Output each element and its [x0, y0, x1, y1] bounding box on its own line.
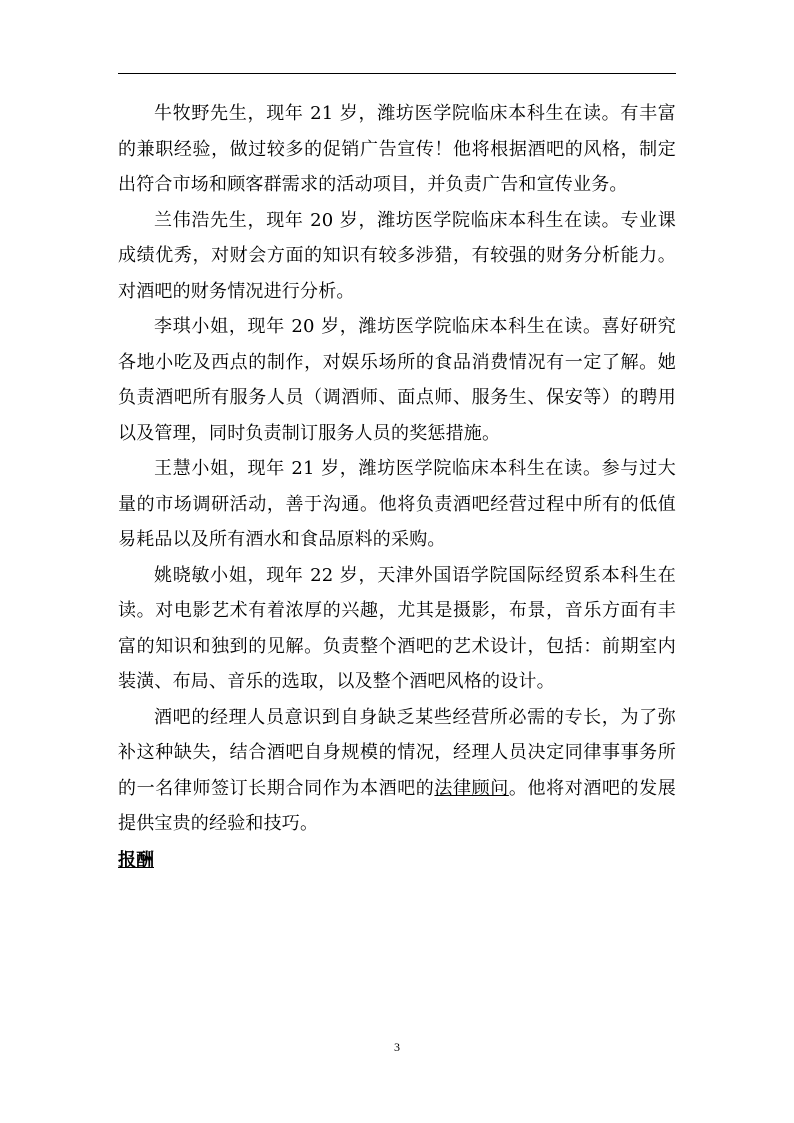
- paragraph-wang: 王慧小姐，现年 21 岁，潍坊医学院临床本科生在读。参与过大量的市场调研活动，善于沟通。他将负责酒吧经营过程中所有的低值易耗品以及所有酒水和食品原料的采购。: [118, 458, 676, 550]
- paragraph-legal-advisor: [118, 700, 676, 842]
- section-heading-remuneration: 报酬: [118, 849, 154, 871]
- legal-advisor-link[interactable]: 法律顾问: [434, 777, 509, 799]
- paragraph-li: 李琪小姐，现年 20 岁，潍坊医学院临床本科生在读。喜好研究各地小吃及西点的制作，对娱乐场所的食品消费情况有一定了解。她负责酒吧所有服务人员（调酒师、面点师、服务生、保安等）的聘用以及管理，同时负责制订服务人员的奖惩措施。: [118, 316, 676, 444]
- paragraph-niu: 牛牧野先生，现年 21 岁，潍坊医学院临床本科生在读。有丰富的兼职经验，做过较多的促销广告宣传！他将根据酒吧的风格，制定出符合市场和顾客群需求的活动项目，并负责广告和宣传业务。: [118, 103, 676, 195]
- legal-text-after: 。他将对酒吧的发展提供宝贵的经验和技巧。: [118, 777, 676, 834]
- page-number: 3: [394, 1040, 400, 1054]
- paragraph-lan: 兰伟浩先生，现年 20 岁，潍坊医学院临床本科生在读。专业课成绩优秀，对财会方面的知识有较多涉猎，有较强的财务分析能力。对酒吧的财务情况进行分析。: [118, 209, 676, 302]
- legal-text-before: 酒吧的经理人员意识到自身缺乏某些经营所必需的专长，为了弥补这种缺失，结合酒吧自身规模的情况，经理人员决定同律事事务所的一名律师签订长期合同作为本酒吧的: [118, 706, 676, 799]
- paragraph-yao: 姚晓敏小姐，现年 22 岁，天津外国语学院国际经贸系本科生在读。对电影艺术有着浓厚的兴趣，尤其是摄影，布景，音乐方面有丰富的知识和独到的见解。负责整个酒吧的艺术设计，包括：前期室内装潢、布局、音乐的选取，以及整个酒吧风格的设计。: [118, 564, 676, 692]
- document-body: [118, 96, 676, 878]
- header-rule: [118, 73, 676, 74]
